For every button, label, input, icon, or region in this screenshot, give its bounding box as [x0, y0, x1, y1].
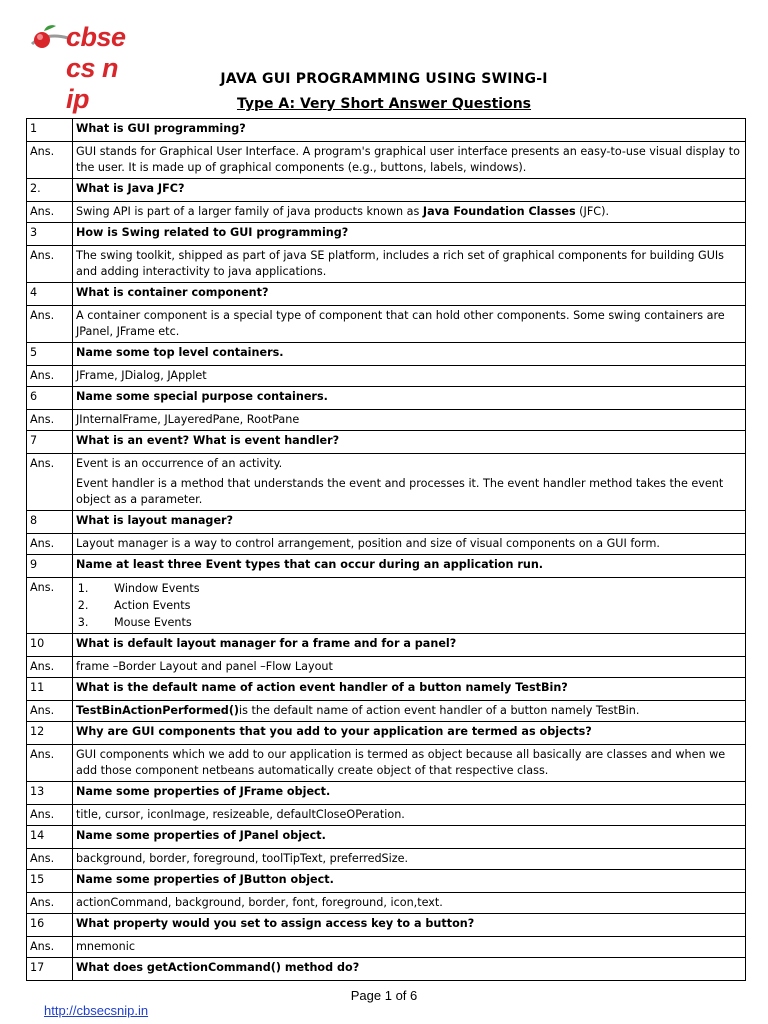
question-row	[27, 387, 746, 410]
answer-text: frame –Border Layout and panel –Flow Layout	[76, 660, 333, 673]
question-row	[27, 914, 746, 937]
answer-label: Ans.	[27, 937, 73, 958]
question-text: What is layout manager?	[73, 511, 746, 534]
answer-text-post: is the default name of action event handler of a button namely TestBin.	[239, 704, 640, 717]
question-row	[27, 283, 746, 306]
answer-text: actionCommand, background, border, font, foreground, icon,text.	[76, 896, 443, 909]
answer-text: A container component is a special type of component that can hold other components. Some swing containers are JPanel, JFrame etc.	[76, 309, 725, 338]
answer-row	[27, 454, 746, 511]
answer-list-cell	[73, 578, 746, 634]
logo-text: cbse cs n ip	[66, 22, 126, 114]
answer-label: Ans.	[27, 202, 73, 223]
question-row	[27, 722, 746, 745]
answer-text: JFrame, JDialog, JApplet	[76, 369, 207, 382]
question-text: Name some properties of JPanel object.	[73, 826, 746, 849]
answer-row	[27, 701, 746, 722]
answer-text-second: Event handler is a method that understands the event and processes it. The event handler method takes the event object as a parameter.	[76, 477, 724, 506]
answer-label: Ans.	[27, 246, 73, 283]
answer-row	[27, 366, 746, 387]
answer-row	[27, 202, 746, 223]
question-row	[27, 958, 746, 981]
question-number: 14	[27, 826, 73, 849]
answer-list-item: 2. Action Events	[92, 597, 742, 614]
question-row	[27, 555, 746, 578]
logo-swoosh-icon	[30, 22, 70, 56]
question-text: Name some special purpose containers.	[73, 387, 746, 410]
answer-label: Ans.	[27, 534, 73, 555]
answer-text-bold: TestBinActionPerformed()	[76, 704, 240, 717]
question-row	[27, 870, 746, 893]
answer-list-item: 1. Window Events	[92, 580, 742, 597]
answer-text: The swing toolkit, shipped as part of java SE platform, includes a rich set of graphical components for building GUIs and adding interactivity to java applications.	[76, 249, 725, 278]
answer-text-pre: Swing API is part of a larger family of java products known as	[76, 205, 423, 218]
document-subtitle: Type A: Very Short Answer Questions	[236, 96, 532, 112]
answer-text-cell	[73, 410, 746, 431]
answer-label: Ans.	[27, 657, 73, 678]
question-number: 13	[27, 782, 73, 805]
question-row	[27, 634, 746, 657]
answer-text: GUI components which we add to our application is termed as object because all basically are classes and when we add those component netbeans automatically create object of that respective class.	[76, 748, 726, 777]
answer-list	[76, 580, 742, 631]
answer-row	[27, 657, 746, 678]
question-text: Name some properties of JButton object.	[73, 870, 746, 893]
answer-label: Ans.	[27, 454, 73, 511]
page-number: Page 1 of 6	[350, 988, 418, 1003]
question-number: 5	[27, 343, 73, 366]
question-text: What property would you set to assign access key to a button?	[73, 914, 746, 937]
question-text: Name some properties of JFrame object.	[73, 782, 746, 805]
question-row	[27, 782, 746, 805]
answer-text-cell	[73, 366, 746, 387]
answer-label: Ans.	[27, 893, 73, 914]
answer-row	[27, 306, 746, 343]
question-number: 4	[27, 283, 73, 306]
question-number: 15	[27, 870, 73, 893]
question-number: 8	[27, 511, 73, 534]
document-title: JAVA GUI PROGRAMMING USING SWING-I	[220, 71, 548, 87]
answer-row	[27, 849, 746, 870]
question-row	[27, 826, 746, 849]
answer-row	[27, 745, 746, 782]
question-text: What does getActionCommand() method do?	[73, 958, 746, 981]
answer-text-cell	[73, 805, 746, 826]
question-row	[27, 343, 746, 366]
answer-row	[27, 534, 746, 555]
answer-list-item: 3. Mouse Events	[92, 614, 742, 631]
question-text: Name some top level containers.	[73, 343, 746, 366]
answer-text-post: (JFC).	[575, 205, 609, 218]
answer-text-cell	[73, 937, 746, 958]
answer-text	[73, 202, 746, 223]
answer-text: Layout manager is a way to control arrangement, position and size of visual components on a GUI form.	[76, 537, 660, 550]
answer-label: Ans.	[27, 410, 73, 431]
answer-label: Ans.	[27, 578, 73, 634]
answer-text-cell	[73, 454, 746, 511]
answer-row	[27, 937, 746, 958]
answer-text-cell	[73, 893, 746, 914]
question-number: 16	[27, 914, 73, 937]
question-number: 11	[27, 678, 73, 701]
answer-text: GUI stands for Graphical User Interface. A program's graphical user interface presents an easy-to-use visual display to the user. It is made up of graphical components (e.g., buttons, labels, windows).	[76, 145, 740, 174]
answer-label: Ans.	[27, 306, 73, 343]
answer-text-cell	[73, 246, 746, 283]
answer-text: Event is an occurrence of an activity.	[76, 457, 283, 470]
answer-text-cell	[73, 657, 746, 678]
question-row	[27, 223, 746, 246]
question-row	[27, 511, 746, 534]
answer-label: Ans.	[27, 142, 73, 179]
question-number: 10	[27, 634, 73, 657]
question-row	[27, 179, 746, 202]
answer-label: Ans.	[27, 745, 73, 782]
question-text: Why are GUI components that you add to your application are termed as objects?	[73, 722, 746, 745]
question-number: 1	[27, 119, 73, 142]
site-link[interactable]: http://cbsecsnip.in	[44, 1003, 149, 1018]
answer-text-bold: Java Foundation Classes	[422, 205, 576, 218]
answer-text	[73, 701, 746, 722]
answer-text-cell	[73, 142, 746, 179]
question-number: 9	[27, 555, 73, 578]
question-row	[27, 119, 746, 142]
question-row	[27, 678, 746, 701]
question-text: What is an event? What is event handler?	[73, 431, 746, 454]
question-text: Name at least three Event types that can occur during an application run.	[73, 555, 746, 578]
question-number: 7	[27, 431, 73, 454]
answer-label: Ans.	[27, 701, 73, 722]
question-text: What is Java JFC?	[73, 179, 746, 202]
question-text: What is GUI programming?	[73, 119, 746, 142]
question-number: 3	[27, 223, 73, 246]
answer-label: Ans.	[27, 849, 73, 870]
answer-text-cell	[73, 745, 746, 782]
question-number: 6	[27, 387, 73, 410]
answer-text-cell	[73, 849, 746, 870]
answer-row	[27, 805, 746, 826]
question-number: 17	[27, 958, 73, 981]
answer-text: mnemonic	[76, 940, 135, 953]
question-text: What is container component?	[73, 283, 746, 306]
answer-row	[27, 142, 746, 179]
answer-row	[27, 578, 746, 634]
question-number: 12	[27, 722, 73, 745]
answer-text-cell	[73, 306, 746, 343]
question-text: What is default layout manager for a frame and for a panel?	[73, 634, 746, 657]
question-text: What is the default name of action event handler of a button namely TestBin?	[73, 678, 746, 701]
qa-table	[26, 118, 746, 981]
answer-text: JInternalFrame, JLayeredPane, RootPane	[76, 413, 300, 426]
answer-text-cell	[73, 534, 746, 555]
question-row	[27, 431, 746, 454]
answer-row	[27, 246, 746, 283]
question-text: How is Swing related to GUI programming?	[73, 223, 746, 246]
answer-label: Ans.	[27, 366, 73, 387]
answer-label: Ans.	[27, 805, 73, 826]
answer-text: background, border, foreground, toolTipText, preferredSize.	[76, 852, 409, 865]
question-number: 2.	[27, 179, 73, 202]
answer-row	[27, 410, 746, 431]
answer-text: title, cursor, iconImage, resizeable, defaultCloseOPeration.	[76, 808, 405, 821]
answer-row	[27, 893, 746, 914]
